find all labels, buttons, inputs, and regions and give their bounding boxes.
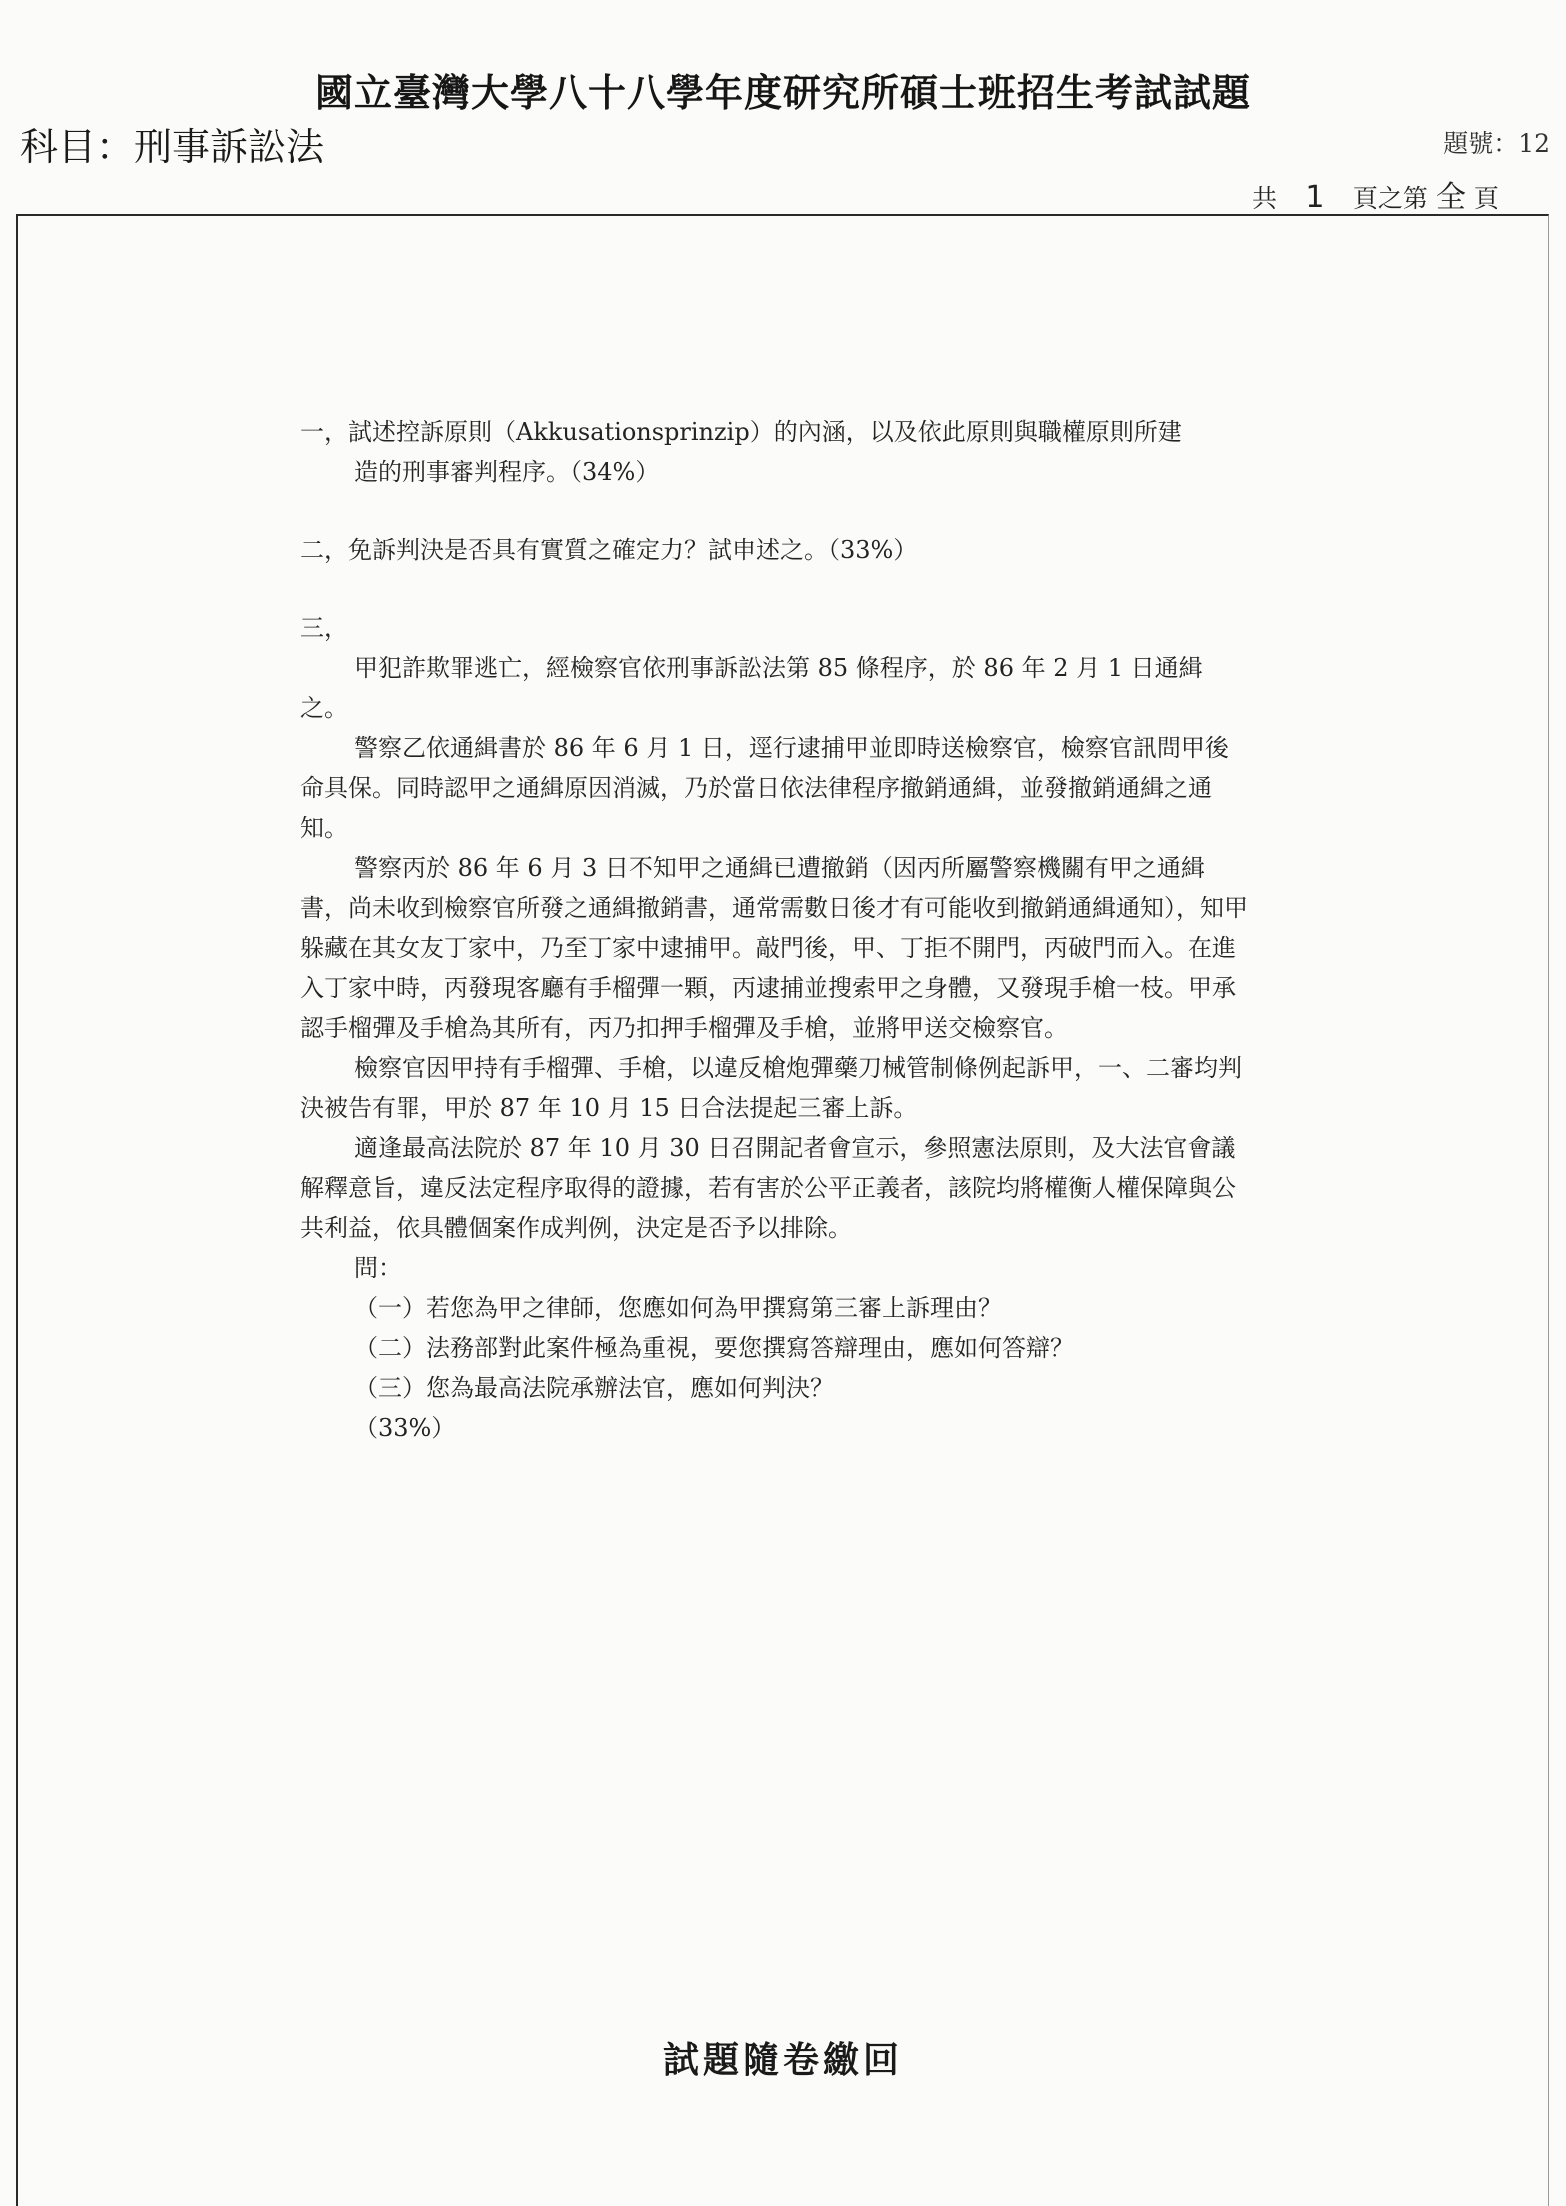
exam-content <box>300 412 1250 1448</box>
question-3-paragraph: 警察丙於 86 年 6 月 3 日不知甲之通緝已遭撤銷（因丙所屬警察機關有甲之通緝書，尚未收到檢察官所發之通緝撤銷書，通常需數日後才有可能收到撤銷通緝通知），知甲躲藏在其女友丁家中，乃至丁家中逮捕甲。敲門後，甲、丁拒不開門，丙破門而入。在進入丁家中時，丙發現客廳有手榴彈一顆，丙逮捕並搜索甲之身體，又發現手槍一枝。甲承認手榴彈及手槍為其所有，丙乃扣押手榴彈及手槍，並將甲送交檢察官。 <box>300 854 1248 1042</box>
page-total: 1 <box>1305 180 1325 215</box>
question-3-paragraph: 檢察官因甲持有手榴彈、手槍，以違反槍炮彈藥刀械管制條例起訴甲，一、二審均判決被告有罪，甲於 87 年 10 月 15 日合法提起三審上訴。 <box>300 1054 1242 1122</box>
sub-question: （二）法務部對此案件極為重視，要您撰寫答辯理由，應如何答辯？ <box>354 1334 1074 1362</box>
sub-question: （三）您為最高法院承辦法官，應如何判決？ <box>354 1374 834 1402</box>
question-number: 題號：12 <box>1443 129 1550 158</box>
question-3-paragraph: 警察乙依通緝書於 86 年 6 月 1 日，逕行逮捕甲並即時送檢察官，檢察官訊問甲後命具保。同時認甲之通緝原因消滅，乃於當日依法律程序撤銷通緝，並發撤銷通緝之通知。 <box>300 734 1229 842</box>
question-3-heading: 三， <box>300 614 348 642</box>
sub-question: （一）若您為甲之律師，您應如何為甲撰寫第三審上訴理由？ <box>354 1294 1002 1322</box>
exam-title: 國立臺灣大學八十八學年度研究所碩士班招生考試試題 <box>314 70 1251 115</box>
question-2: 二，免訴判決是否具有實質之確定力？試申述之。（33%） <box>300 536 918 564</box>
subject-label: 科目：刑事訴訟法 <box>20 125 325 169</box>
question-1-line-2: 造的刑事審判程序。（34%） <box>354 458 660 486</box>
page-suffix: 頁 <box>1473 184 1499 213</box>
question-1-line-1: 一，試述控訴原則（Akkusationsprinzip）的內涵，以及依此原則與職權原則所建 <box>300 418 1182 446</box>
question-3-paragraph: 甲犯詐欺罪逃亡，經檢察官依刑事訴訟法第 85 條程序，於 86 年 2 月 1 日通緝之。 <box>300 654 1203 722</box>
question-3-paragraph: 適逢最高法院於 87 年 10 月 30 日召開記者會宣示，參照憲法原則，及大法官會議解釋意旨，違反法定程序取得的證據，若有害於公平正義者，該院均將權衡人權保障與公共利益，依具體個案作成判例，決定是否予以排除。 <box>300 1134 1236 1242</box>
question-3-score: （33%） <box>354 1414 456 1442</box>
return-notice: 試題隨卷繳回 <box>662 2039 903 2081</box>
page-prefix: 共 <box>1252 184 1278 213</box>
page-current: 全 <box>1435 180 1466 215</box>
ask-label: 問： <box>354 1254 402 1282</box>
page-info <box>1252 172 1499 216</box>
page-middle: 頁之第 <box>1352 184 1428 213</box>
